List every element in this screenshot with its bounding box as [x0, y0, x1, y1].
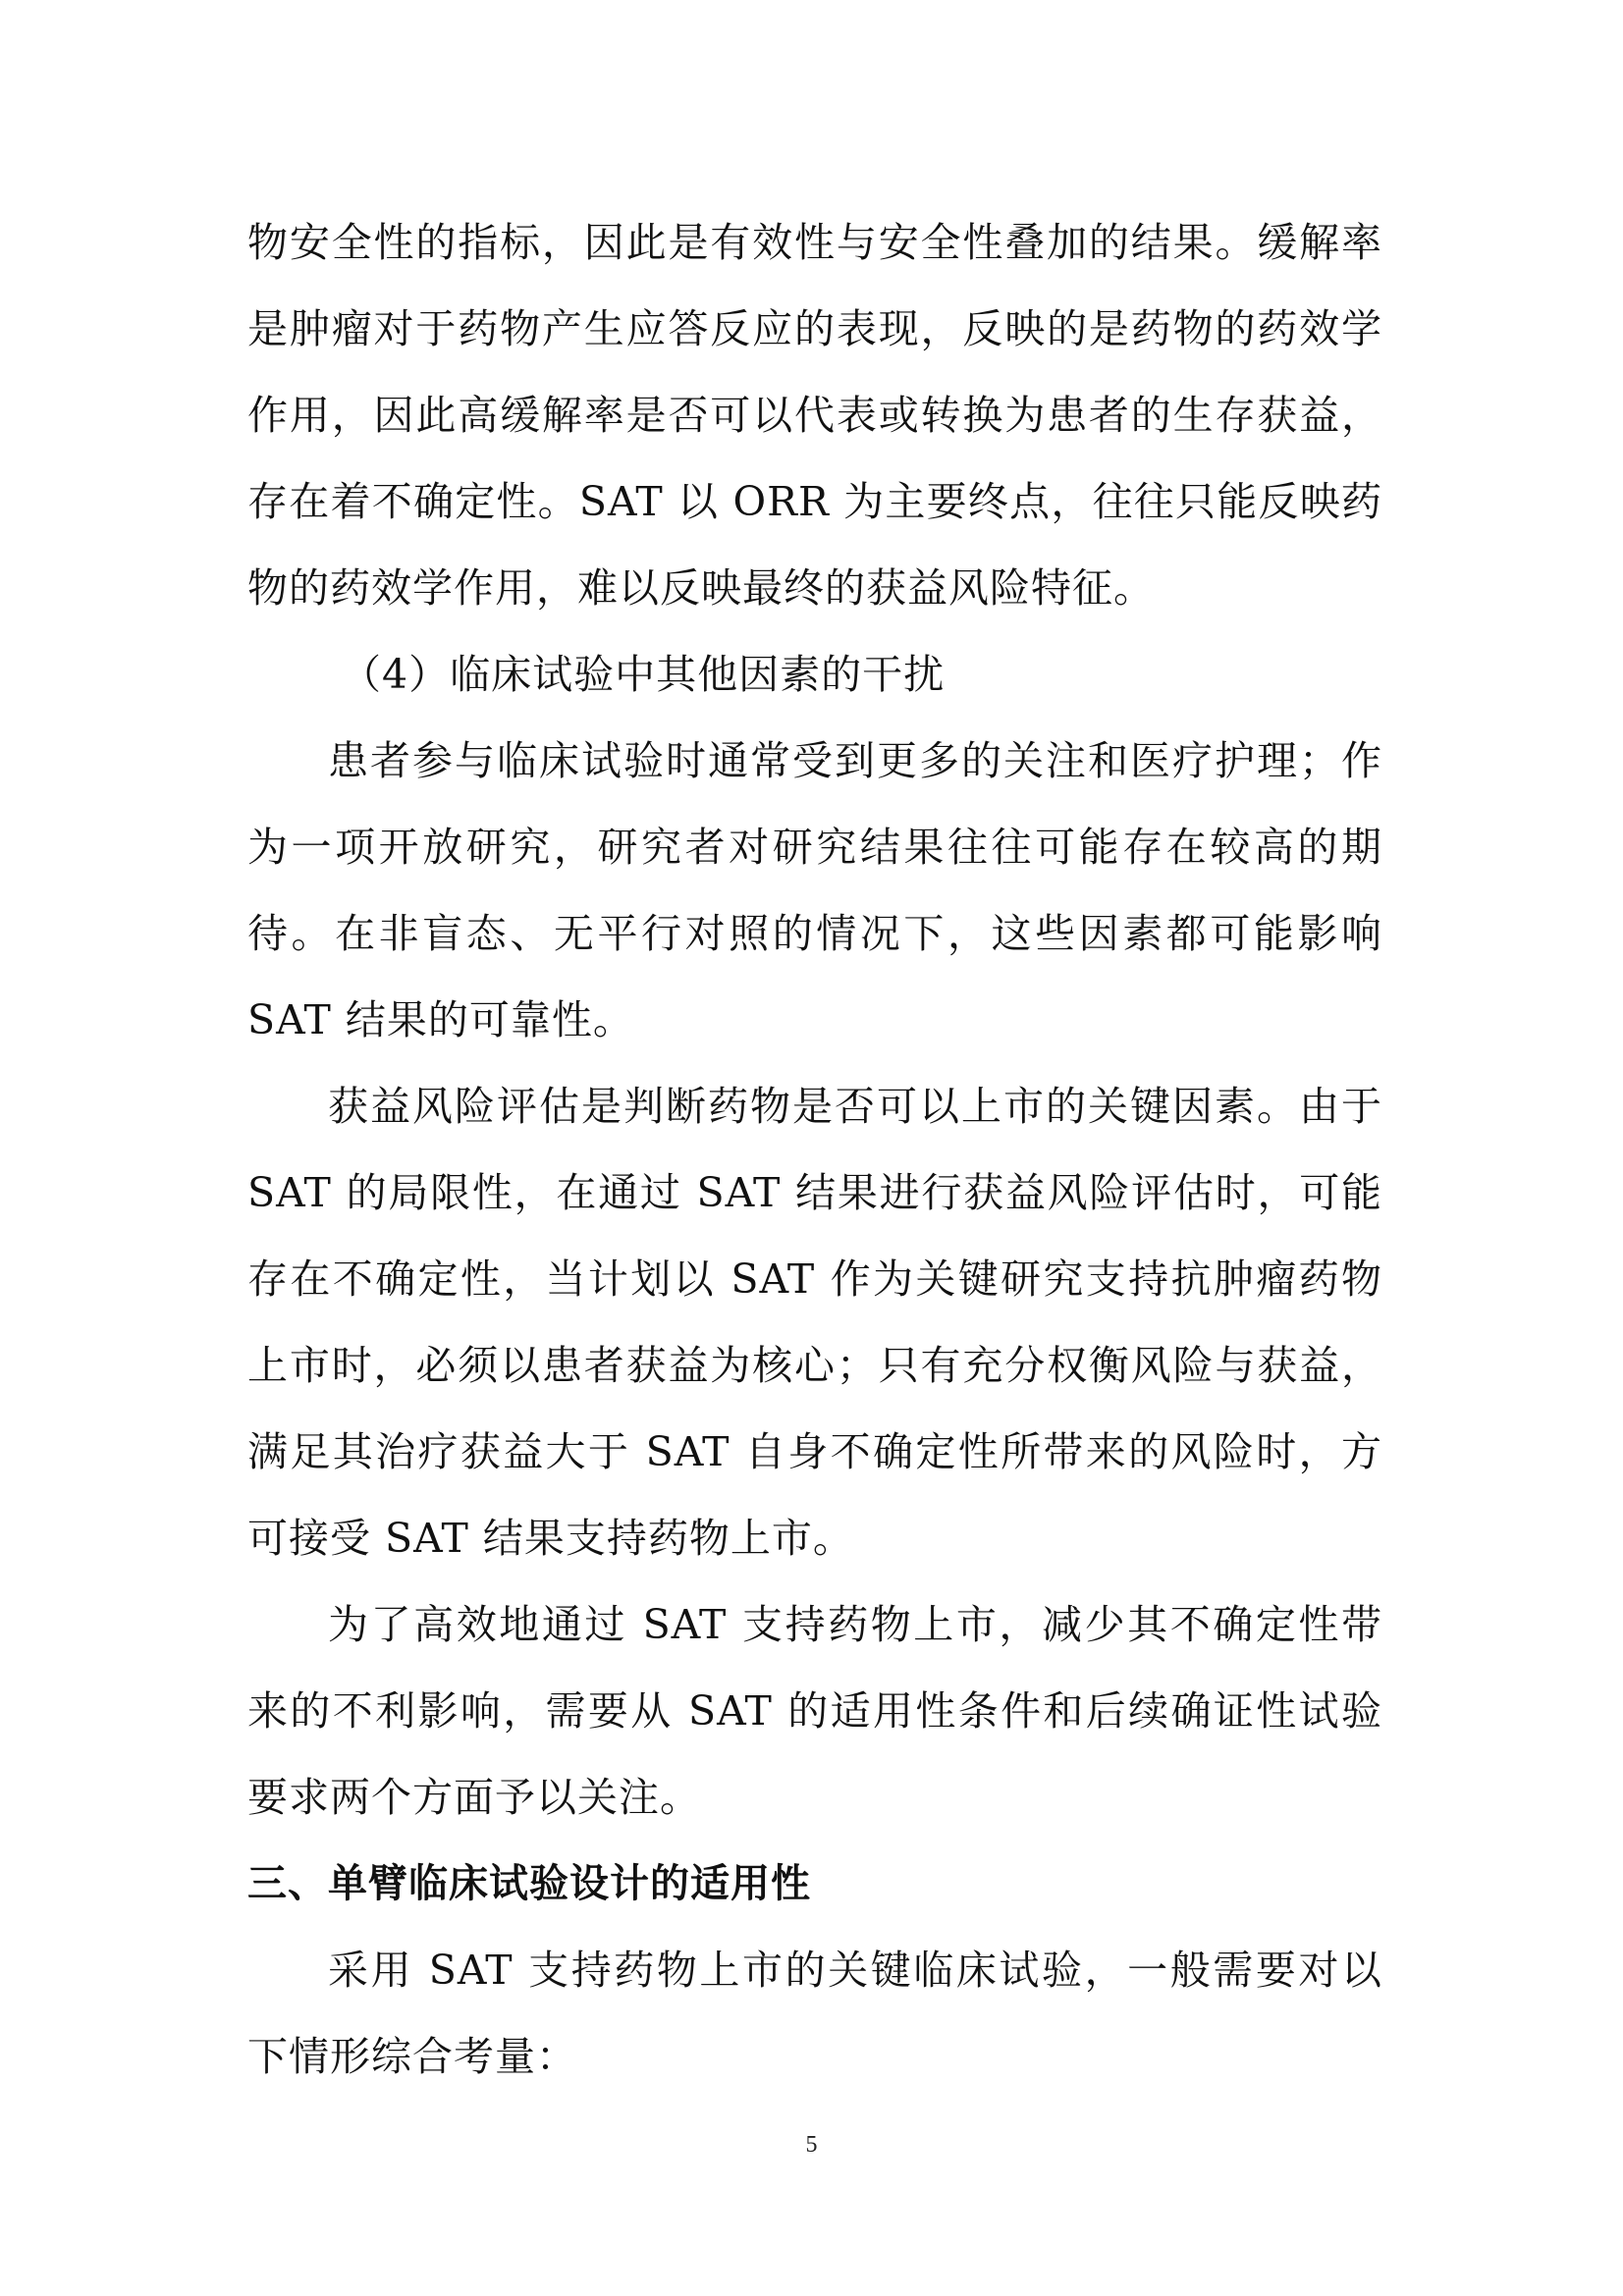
- paragraph-patient-attention: 患者参与临床试验时通常受到更多的关注和医疗护理；作为一项开放研究，研究者对研究结果往往可能存在较高的期待。在非盲态、无平行对照的情况下，这些因素都可能影响 SAT 结果的可靠性。: [247, 737, 1382, 1043]
- page-number: 5: [805, 2132, 818, 2158]
- paragraph-benefit-risk: 获益风险评估是判断药物是否可以上市的关键因素。由于 SAT 的局限性，在通过 SAT 结果进行获益风险评估时，可能存在不确定性，当计划以 SAT 作为关键研究支持抗肿瘤药物上市时，必须以患者获益为核心；只有充分权衡风险与获益，满足其治疗获益大于 SAT 自身不确定性所带来的风险时，方可接受 SAT 结果支持药物上市。: [247, 1083, 1382, 1562]
- paragraph-efficacy-continuation: 物安全性的指标，因此是有效性与安全性叠加的结果。缓解率是肿瘤对于药物产生应答反应的表现，反映的是药物的药效学作用，因此高缓解率是否可以代表或转换为患者的生存获益，存在着不确定性。SAT 以 ORR 为主要终点，往往只能反映药物的药效学作用，难以反映最终的获益风险特征。: [247, 219, 1382, 612]
- section-heading-applicability: 三、单臂临床试验设计的适用性: [247, 1861, 811, 1906]
- document-body: [247, 199, 1382, 2100]
- paragraph-considerations: 采用 SAT 支持药物上市的关键临床试验，一般需要对以下情形综合考量：: [247, 1947, 1382, 2080]
- subheading-other-factors: （4）临床试验中其他因素的干扰: [341, 651, 946, 698]
- paragraph-efficient-sat: 为了高效地通过 SAT 支持药物上市，减少其不确定性带来的不利影响，需要从 SAT 的适用性条件和后续确证性试验要求两个方面予以关注。: [247, 1601, 1382, 1821]
